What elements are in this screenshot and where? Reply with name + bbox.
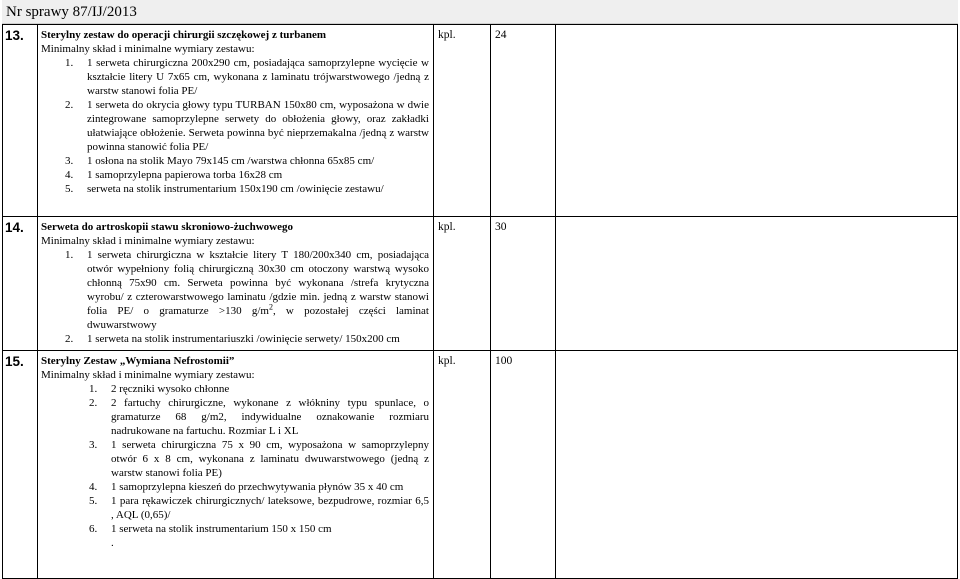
list-item: 5. serweta na stolik instrumentarium 150x190 cm /owinięcie zestawu/ bbox=[65, 183, 384, 195]
empty-cell bbox=[556, 25, 958, 217]
list-item: 1. 1 serweta chirurgiczna 200x290 cm, posiadająca samoprzylepne wycięcie w kształcie litery U 7x65 cm, wykonana z laminatu trójwarstwowego /jedną z warstw stanowi folia PE/ bbox=[65, 57, 429, 97]
item-subtitle: Minimalny skład i minimalne wymiary zestawu: bbox=[41, 369, 255, 381]
item-title: Sterylny zestaw do operacji chirurgii szczękowej z turbanem bbox=[41, 29, 327, 41]
row-description bbox=[38, 25, 434, 217]
row-unit: kpl. bbox=[434, 217, 491, 351]
row-quantity: 24 bbox=[491, 25, 556, 217]
table-row bbox=[3, 25, 958, 217]
row-unit: kpl. bbox=[434, 351, 491, 579]
list-item: 3. 1 serweta chirurgiczna 75 x 90 cm, wyposażona w samoprzylepny otwór 6 x 8 cm, wykonana z laminatu dwuwarstwowego (jedną z warstw stanowi folia PE) bbox=[89, 439, 429, 479]
list-item: 1. 1 serweta chirurgiczna w kształcie litery T 180/200x340 cm, posiadająca otwór wypełniony folią chirurgiczną 30x30 cm otoczony warstwą wysoko chłonną 75x90 cm. Serweta powinna być wykonana /strefa krytyczna wyrobu/ z czterowarstwowego laminatu /gdzie min. jedną z warstw stanowi folia PE/ o gramaturze >130 $g/m^2$, w pozostałej części laminat dwuwarstwowy bbox=[65, 249, 429, 331]
item-title: Serweta do artroskopii stawu skroniowo-żuchwowego bbox=[41, 221, 293, 233]
row-quantity: 100 bbox=[491, 351, 556, 579]
list-item: 5. 1 para rękawiczek chirurgicznych/ lateksowe, bezpudrowe, rozmiar 6,5 , AQL (0,65)/ bbox=[89, 495, 429, 521]
row-description bbox=[38, 351, 434, 579]
row-quantity: 30 bbox=[491, 217, 556, 351]
trailing-mark: . bbox=[111, 537, 114, 549]
list-item: 2. 1 serweta do okrycia głowy typu TURBAN 150x80 cm, wyposażona w dwie zintegrowane samoprzylepne serwety do obłożenia głowy, oraz zakładki ułatwiające obłożenie. Serweta powinna być nieprzemakalna /jedną z warstw powinna stanowić folia PE/ bbox=[65, 99, 429, 153]
list-item: 2. 2 fartuchy chirurgiczne, wykonane z włókniny typu spunlace, o gramaturze 68 g/m2, indywidualne oznakowanie rozmiaru nadrukowane na fartuchu. Rozmiar L i XL bbox=[89, 397, 429, 437]
item-title: Sterylny Zestaw „Wymiana Nefrostomii” bbox=[41, 355, 235, 367]
row-number: 14. bbox=[3, 217, 38, 351]
list-item: 6. 1 serweta na stolik instrumentarium 150 x 150 cm bbox=[89, 523, 332, 535]
empty-cell bbox=[556, 351, 958, 579]
row-number: 15. bbox=[3, 351, 38, 579]
row-unit: kpl. bbox=[434, 25, 491, 217]
list-item: 2. 1 serweta na stolik instrumentariuszki /owinięcie serwety/ 150x200 cm bbox=[65, 333, 400, 345]
row-description bbox=[38, 217, 434, 351]
row-number: 13. bbox=[3, 25, 38, 217]
table-row bbox=[3, 217, 958, 351]
empty-cell bbox=[556, 217, 958, 351]
list-item: 4. 1 samoprzylepna kieszeń do przechwytywania płynów 35 x 40 cm bbox=[89, 481, 404, 493]
item-subtitle: Minimalny skład i minimalne wymiary zestawu: bbox=[41, 43, 255, 55]
list-item: 3. 1 osłona na stolik Mayo 79x145 cm /warstwa chłonna 65x85 cm/ bbox=[65, 155, 375, 167]
list-item: 4. 1 samoprzylepna papierowa torba 16x28 cm bbox=[65, 169, 283, 181]
table-row bbox=[3, 351, 958, 579]
list-item: 1. 2 ręczniki wysoko chłonne bbox=[89, 383, 230, 395]
item-subtitle: Minimalny skład i minimalne wymiary zestawu: bbox=[41, 235, 255, 247]
specification-table bbox=[2, 24, 958, 579]
case-number-header: Nr sprawy 87/IJ/2013 bbox=[2, 0, 958, 24]
